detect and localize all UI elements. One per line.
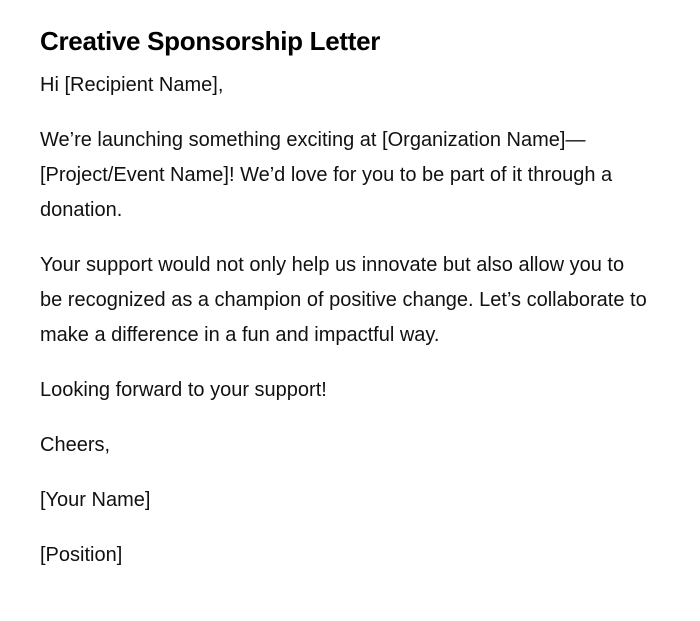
greeting-line: Hi [Recipient Name], [40,74,224,96]
sign-off: Cheers, [40,434,111,456]
letter-title: Creative Sponsorship Letter [40,26,381,56]
closing-line: Looking forward to your support! [40,379,327,401]
intro-paragraph: We’re launching something exciting at [Organization Name]—[Project/Event Name]! We’d love for you to be part of it through a donation. [40,129,613,221]
sender-position: [Position] [40,544,123,566]
letter-document [40,24,650,593]
support-paragraph: Your support would not only help us innovate but also allow you to be recognized as a champion of positive change. Let’s collaborate to make a difference in a fun and impactful way. [40,254,647,346]
sender-name: [Your Name] [40,489,151,511]
